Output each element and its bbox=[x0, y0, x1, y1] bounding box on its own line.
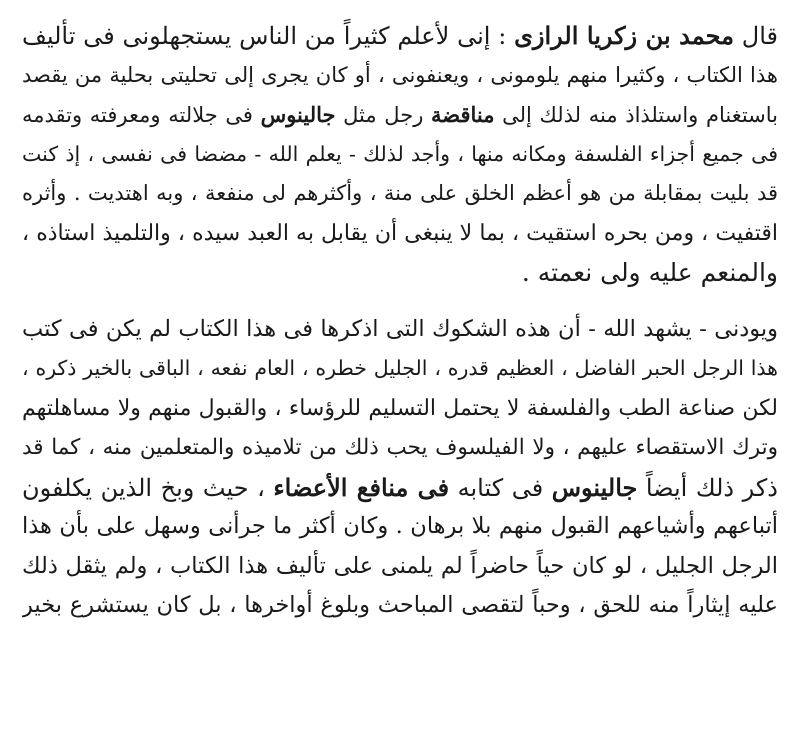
text-segment: قد بليت بمقابلة من هو أعظم الخلق على منة ، وأكثرهم لى منفعة ، وبه اهتديت . وأثره bbox=[22, 181, 778, 205]
text-line bbox=[22, 310, 778, 350]
text-segment: فى جلالته ومعرفته وتقدمه bbox=[22, 103, 261, 127]
text-line bbox=[22, 135, 778, 175]
text-segment: لكن صناعة الطب والفلسفة لا يحتمل التسليم للرؤساء ، والقبول منهم ولا مساهلتهم bbox=[22, 395, 778, 421]
emphasized-term: جالينوس bbox=[551, 472, 638, 502]
text-segment: والمنعم عليه ولى نعمته . bbox=[521, 258, 778, 287]
text-line bbox=[22, 253, 778, 293]
text-segment: فى جميع أجزاء الفلسفة ومكانه منها ، وأجد لذلك - يعلم الله - مضضا فى نفسى ، إذ كنت bbox=[22, 141, 778, 166]
text-segment: ذكر ذلك أيضاً bbox=[637, 473, 778, 502]
paragraph-1 bbox=[22, 16, 778, 293]
text-line bbox=[22, 547, 778, 587]
text-segment: قال bbox=[733, 22, 778, 50]
text-line bbox=[22, 214, 778, 254]
text-line bbox=[22, 349, 778, 389]
text-segment: ويودنى - يشهد الله - أن هذه الشكوك التى اذكرها فى هذا الكتاب لم يكن فى كتب bbox=[22, 315, 778, 342]
document-page bbox=[22, 16, 778, 736]
paragraph-2 bbox=[22, 310, 778, 626]
text-line bbox=[22, 95, 778, 135]
text-segment: عليه إيثاراً منه للحق ، وحباً لتقصى المباحث وبلوغ أواخرها ، بل كان يستشرع بخير bbox=[22, 592, 778, 618]
emphasized-term: محمد بن زكريا الرازى bbox=[514, 21, 734, 50]
text-segment: ، حيث وبخ الذين يكلفون bbox=[22, 473, 274, 502]
text-line bbox=[22, 428, 778, 468]
text-line bbox=[22, 468, 778, 508]
text-line bbox=[22, 586, 778, 626]
text-segment: باستغنام واستلذاذ منه لذلك إلى bbox=[494, 103, 778, 127]
text-line bbox=[22, 16, 778, 56]
text-segment: الرجل الجليل ، لو كان حياً حاضراً لم يلمنى على تأليف هذا الكتاب ، ولم يثقل ذلك bbox=[22, 552, 778, 579]
text-line bbox=[22, 507, 778, 547]
text-segment: هذا الكتاب ، وكثيرا منهم يلومونى ، ويعنفونى ، أو كان يجرى إلى تحليتى بحلية من يقصد bbox=[22, 62, 778, 87]
text-line bbox=[22, 174, 778, 214]
text-segment: هذا الرجل الحبر الفاضل ، العظيم قدره ، الجليل خطره ، العام نفعه ، الباقى بالخير ذكره ، bbox=[22, 356, 778, 380]
text-line bbox=[22, 56, 778, 96]
emphasized-term: جالينوس bbox=[260, 102, 336, 127]
emphasized-term: مناقضة bbox=[431, 102, 495, 127]
emphasized-term: فى منافع الأعضاء bbox=[273, 472, 450, 502]
text-segment: رجل مثل bbox=[335, 103, 431, 127]
text-segment: أتباعهم وأشياعهم القبول منهم بلا برهان . وكان أكثر ما جرأنى وسهل على بأن هذا bbox=[22, 513, 778, 539]
text-segment: فى كتابه bbox=[449, 473, 552, 502]
text-segment: وترك الاستقصاء عليهم ، ولا الفيلسوف يحب ذلك من تلاميذه والمتعلمين منه ، كما قد bbox=[22, 435, 778, 460]
text-segment: اقتفيت ، ومن بحره استقيت ، بما لا ينبغى أن يقابل به العبد سيده ، والتلميذ استاذه ، bbox=[22, 220, 778, 246]
text-line bbox=[22, 389, 778, 429]
text-segment: : إنى لأعلم كثيراً من الناس يستجهلونى فى تأليف bbox=[22, 22, 515, 50]
